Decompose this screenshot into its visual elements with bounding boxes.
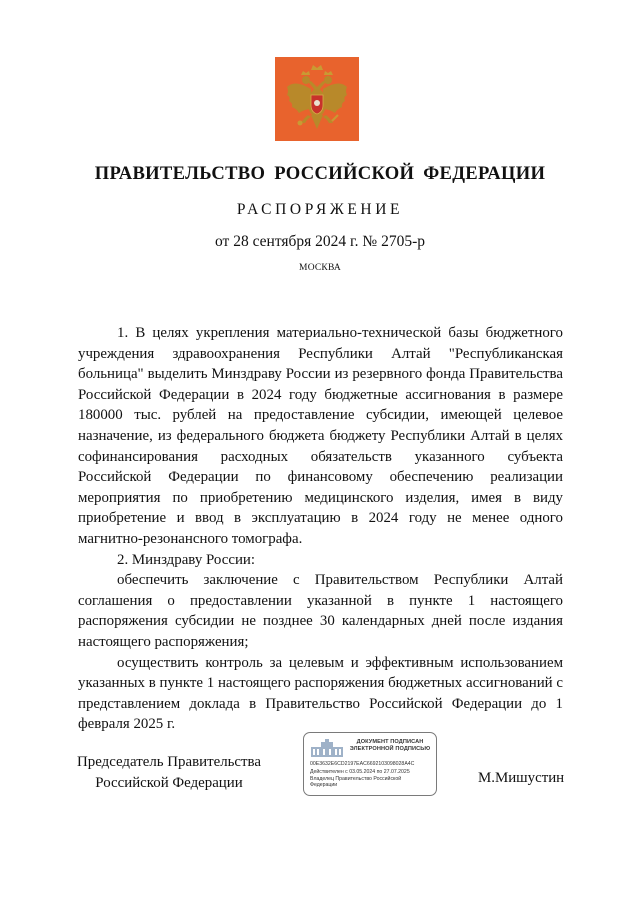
coat-of-arms-icon — [275, 57, 359, 141]
stamp-title-line-2: ЭЛЕКТРОННОЙ ПОДПИСЬЮ — [349, 746, 431, 752]
government-title: ПРАВИТЕЛЬСТВО РОССИЙСКОЙ ФЕДЕРАЦИИ — [94, 163, 546, 184]
stamp-validity: Действителен с 03.05.2024 по 27.07.2025 — [310, 769, 410, 775]
electronic-signature-stamp — [303, 732, 437, 796]
signatory-role — [74, 752, 264, 793]
signatory-name: М.Мишустин — [478, 770, 565, 786]
document-body — [78, 323, 563, 735]
document-city: МОСКВА — [299, 263, 341, 273]
document-type: РАСПОРЯЖЕНИЕ — [236, 201, 404, 218]
paragraph-1: 1. В целях укрепления материально-технической базы бюджетного учреждения здравоохранения Республики Алтай "Республиканская больница" выделить Минздраву России из резервного фонда Правительства Российской Федерации в 2024 году бюджетные ассигнования в размере 180000 тыс. рублей на предоставление субсидии, имеющей целевое назначение, из федерального бюджета бюджету Республики Алтай в целях софинансирования расходных обязательств указанного субъекта Российской Федерации по финансовому обеспечению реализации мероприятия по приобретению медицинского изделия, имея в виду приобретение и ввод в эксплуатацию в 2024 году не менее одного магнитно-резонансного томографа. — [78, 325, 563, 547]
paragraph-2: 2. Минздраву России: — [117, 551, 256, 568]
paragraph-2-item-1: обеспечить заключение с Правительством Республики Алтай соглашения о предоставлении указанной в пункте 1 настоящего распоряжения субсидии не позднее 30 календарных дней после издания настоящего распоряжения; — [78, 572, 563, 650]
stamp-title — [346, 739, 434, 753]
stamp-owner-line-1: Владелец Правительство Российской — [310, 776, 402, 782]
stamp-certificate: 00E3632E6CD2197EAC6692103098028A4C — [310, 761, 415, 767]
government-building-icon — [310, 738, 344, 758]
paragraph-2-item-2: осуществить контроль за целевым и эффективным использованием указанных в пункте 1 настоящего распоряжения бюджетных ассигнований с представлением доклада в Правительство Российской Федерации до 1 февраля 2025 г. — [78, 654, 563, 733]
document-date-number: от 28 сентября 2024 г. № 2705-р — [215, 233, 425, 250]
stamp-title-line-1: ДОКУМЕНТ ПОДПИСАН — [356, 739, 424, 745]
signatory-role-line-1: Председатель Правительства — [77, 754, 261, 770]
stamp-owner-line-2: Федерации — [310, 782, 338, 788]
signatory-role-line-2: Российской Федерации — [95, 774, 243, 791]
